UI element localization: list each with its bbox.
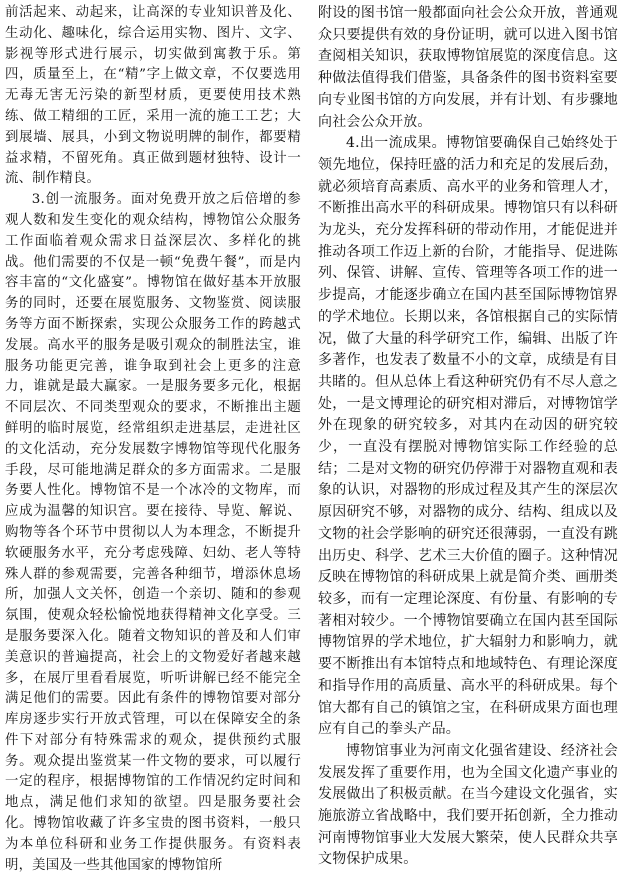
right-column xyxy=(318,3,618,871)
paragraph-first-class-results: 4.出一流成果。博物馆要确保自己始终处于领先地位，保持旺盛的活力和充足的发展后劲，就必须培育高素质、高水平的业务和管理人才，不断推出高水平的科研成果。博物馆只有以科研为龙头，充分发挥科研的带动作用，才能促进并推动各项工作迈上新的台阶，才能指导、促进陈列、保管、讲解、宣传、管理等各项工作的进一步提高，才能逐步确立在国内甚至国际博物馆界的学术地位。长期以来，各馆根据自己的实际情况，做了大量的科学研究工作，编辑、出版了许多著作，也发表了数量不小的文章，成绩是有目共睹的。但从总体上看这种研究仍有不尽人意之处，一是文博理论的研究相对滞后，对博物馆学外在现象的研究较多，对其内在动因的研究较少，一直没有摆脱对博物馆实际工作经验的总结；二是对文物的研究仍停滞于对器物直观和表象的认识，对器物的形成过程及其产生的深层次原因研究不够，对器物的成分、结构、组成以及文物的社会学影响的研究还很薄弱，一直没有跳出历史、科学、艺术三大价值的圈子。这种情况反映在博物馆的科研成果上就是简介类、画册类较多，而有一定理论深度、有份量、有影响的专著相对较少。一个博物馆要确立在国内甚至国际博物馆界的学术地位，扩大辐射力和影响力，就要不断推出有本馆特点和地域特色、有理论深度和指导作用的高质量、高水平的科研成果。每个馆大都有自己的镇馆之宝，在科研成果方面也理应有自己的拳头产品。 xyxy=(318,135,618,738)
paragraph-library-opening: 附设的图书馆一般都面向社会公众开放，普通观众只要提供有效的身份证明，就可以进入图书馆查阅相关知识，获取博物馆展览的深度信息。这种做法值得我们借鉴，具备条件的图书资料室要向专业图书馆的方向发展，并有计划、有步骤地向社会公众开放。 xyxy=(318,5,618,130)
paragraph-first-class-service: 3.创一流服务。面对免费开放之后倍增的参观人数和发生变化的观众结构，博物馆公众服务工作面临着观众需求日益深层次、多样化的挑战。他们需要的不仅是一顿“免费午餐”，而是内容丰富的“文化盛宴”。博物馆在做好基本开放服务的同时，还要在展览服务、文物鉴赏、阅读服务等方面不断探索，实现公众服务工作的跨越式发展。高水平的服务是吸引观众的制胜法宝，谁服务功能更完善，谁争取到社会上更多的注意力，谁就是最大赢家。一是服务要多元化，根据不同层次、不同类型观众的要求，不断推出主题鲜明的临时展览，经常组织走进基层，走进社区的文化活动，充分发展数字博物馆等现代化服务手段，尽可能地满足群众的多方面需求。二是服务要人性化。博物馆不是一个冰冷的文物库，而应成为温馨的知识宫。要在接待、导览、解说、购物等各个环节中贯彻以人为本理念，不断提升软硬服务水平，充分考虑残障、妇幼、老人等特殊人群的参观需要，完善各种细节，增添休息场所，加强人文关怀，创造一个亲切、随和的参观氛围，使观众轻松愉悦地获得精神文化享受。三是服务要深入化。随着文物知识的普及和人们审美意识的普遍提高，社会上的文物爱好者越来越多，在展厅里看看展览，听听讲解已经不能完全满足他们的需要。因此有条件的博物馆要对部分库房逐步实行开放式管理，可以在保障安全的条件下对部分有特殊需求的观众，提供预约式服务。观众提出鉴赏某一件文物的要求，可以履行一定的程序，根据博物馆的工作情况约定时间和地点，满足他们求知的欲望。四是服务要社会化。博物馆收藏了许多宝贵的图书资料，一般只为本单位科研和业务工作提供服务。有资料表明，美国及一些其他国家的博物馆所 xyxy=(5,192,301,873)
left-column xyxy=(5,3,301,876)
paragraph-conclusion: 博物馆事业为河南文化强省建设、经济社会发展发挥了重要作用，也为全国文化遗产事业的发展做出了积极贡献。在当今建设文化强省，实施旅游立省战略中，我们要开拓创新，全力推动河南博物馆事业大发展大繁荣，使人民群众共享文物保护成果。 xyxy=(318,742,618,868)
paragraph-exhibition-quality: 前活起来、动起来，让高深的专业知识普及化、生动化、趣味化，综合运用实物、图片、文字、影视等形式进行展示，切实做到寓教于乐。第四，质量至上，在“精”字上做文章，不仅要选用无毒无害无污染的新型材质，更要使用技术熟练、做工精细的工匠，采用一流的施工工艺；大到展墙、展具，小到文物说明牌的制作，都要精益求精，不留死角。真正做到题材独特、设计一流、制作精良。 xyxy=(5,5,301,187)
